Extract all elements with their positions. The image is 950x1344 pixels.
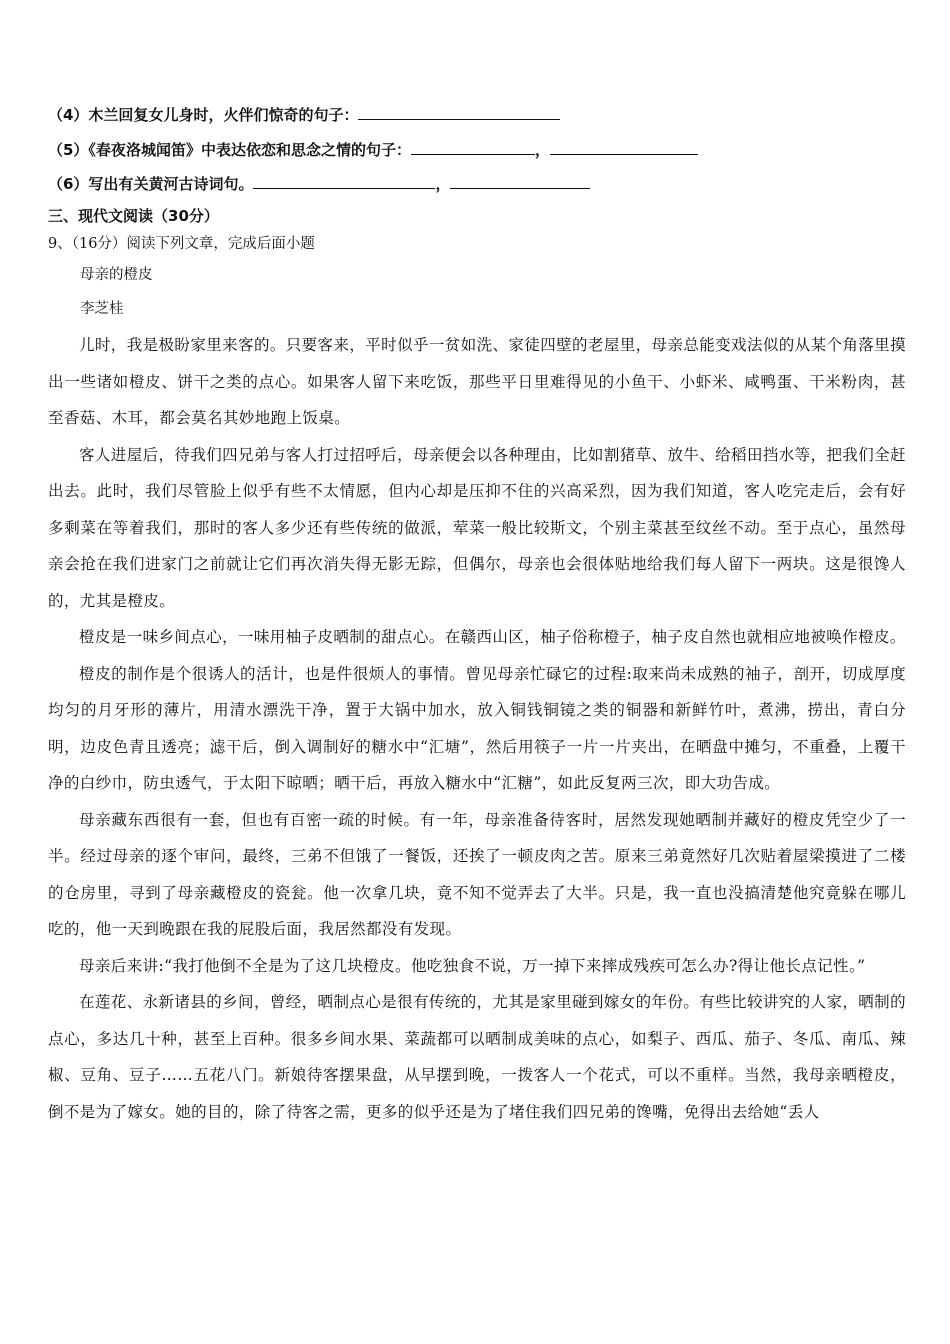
paragraph: 客人进屋后，待我们四兄弟与客人打过招呼后，母亲便会以各种理由，比如割猪草、放牛、给稻田挡水等，把我们全赶出去。此时，我们尽管脸上似乎有些不太情愿，但内心却是压抑不住的兴高采烈，因为我们知道，客人吃完走后，会有好多剩菜在等着我们，那时的客人多少还有些传统的做派，荤菜一般比较斯文，个别主菜甚至纹丝不动。至于点心，虽然母亲会抢在我们进家门之前就让它们再次消失得无影无踪，但偶尔，母亲也会很体贴地给我们每人留下一两块。这是很馋人的，尤其是橙皮。 [48, 445, 906, 610]
separator: ， [534, 141, 550, 159]
answer-blank[interactable] [411, 140, 535, 155]
paragraph: 母亲藏东西很有一套，但也有百密一疏的时候。有一年，母亲准备待客时，居然发现她晒制并藏好的橙皮凭空少了一半。经过母亲的逐个审问，最终，三弟不但饿了一餐饭，还挨了一顿皮肉之苦。原来三弟竟然好几次贴着屋梁摸进了二楼的仓房里，寻到了母亲藏橙皮的瓷瓮。他一次拿几块，竟不知不觉弄去了大半。只是，我一直也没搞清楚他究竟躲在哪儿吃的，他一天到晚跟在我的屁股后面，我居然都没有发现。 [48, 810, 906, 938]
paragraph: 在莲花、永新诸县的乡间，曾经，晒制点心是很有传统的，尤其是家里碰到嫁女的年份。有些比较讲究的人家，晒制的点心，多达几十种，甚至上百种。很多乡间水果、菜蔬都可以晒制成美味的点心，如梨子、西瓜、茄子、冬瓜、南瓜、辣椒、豆角、豆子……五花八门。新娘待客摆果盘，从早摆到晚，一拨客人一个花式，可以不重样。当然，我母亲晒橙皮，倒不是为了嫁女。她的目的，除了待客之需，更多的似乎还是为了堵住我们四兄弟的馋嘴，免得出去给她“丢人 [48, 993, 906, 1121]
paragraph: 橙皮的制作是个很诱人的活计，也是件很烦人的事情。曾见母亲忙碌它的过程:取来尚未成熟的袖子，剖开，切成厚度均匀的月牙形的薄片，用清水漂洗干净，置于大锅中加水，放入铜钱铜镜之类的铜器和新鲜竹叶，煮沸，捞出，青白分明，边皮色青且透亮；滤干后，倒入调制好的糖水中“汇塘”，然后用筷子一片一片夹出，在晒盘中摊匀，不重叠，上覆干净的白纱巾，防虫透气，于太阳下晾晒；晒干后，再放入糖水中“汇糖”，如此反复两三次，即大功告成。 [48, 664, 906, 792]
question-6 [48, 173, 590, 194]
question-4 [48, 104, 560, 125]
question-4-label: （4）木兰回复女儿身时，火伴们惊奇的句子： [48, 106, 359, 124]
paragraph: 母亲后来讲:“我打他倒不全是为了这几块橙皮。他吃独食不说，万一掉下来摔成残疾可怎么办?得让他长点记性。” [79, 956, 866, 975]
paragraph: 橙皮是一味乡间点心，一味用柚子皮晒制的甜点心。在赣西山区，柚子俗称橙子，柚子皮自然也就相应地被唤作橙皮。 [79, 628, 906, 646]
article-title: 母亲的橙皮 [80, 267, 153, 283]
article-author: 李芝桂 [80, 301, 124, 317]
answer-blank[interactable] [253, 174, 435, 189]
article-body [48, 327, 906, 1130]
question-5 [48, 139, 698, 160]
answer-blank[interactable] [450, 174, 590, 189]
question-6-label: （6）写出有关黄河古诗词句。 [48, 175, 254, 193]
answer-blank[interactable] [550, 140, 698, 155]
section-heading: 三、现代文阅读（30分） [48, 207, 219, 225]
answer-blank[interactable] [358, 105, 560, 120]
question-5-label: （5）《春夜洛城闻笛》中表达依恋和思念之情的句子： [48, 141, 411, 159]
separator: ， [435, 175, 451, 193]
question-9-intro: 9、（16分）阅读下列文章，完成后面小题 [48, 236, 315, 252]
paragraph: 儿时，我是极盼家里来客的。只要客来，平时似乎一贫如洗、家徒四壁的老屋里，母亲总能变戏法似的从某个角落里摸出一些诸如橙皮、饼干之类的点心。如果客人留下来吃饭，那些平日里难得见的小鱼干、小虾米、咸鸭蛋、干米粉肉，甚至香菇、木耳，都会莫名其妙地跑上饭桌。 [48, 336, 906, 427]
